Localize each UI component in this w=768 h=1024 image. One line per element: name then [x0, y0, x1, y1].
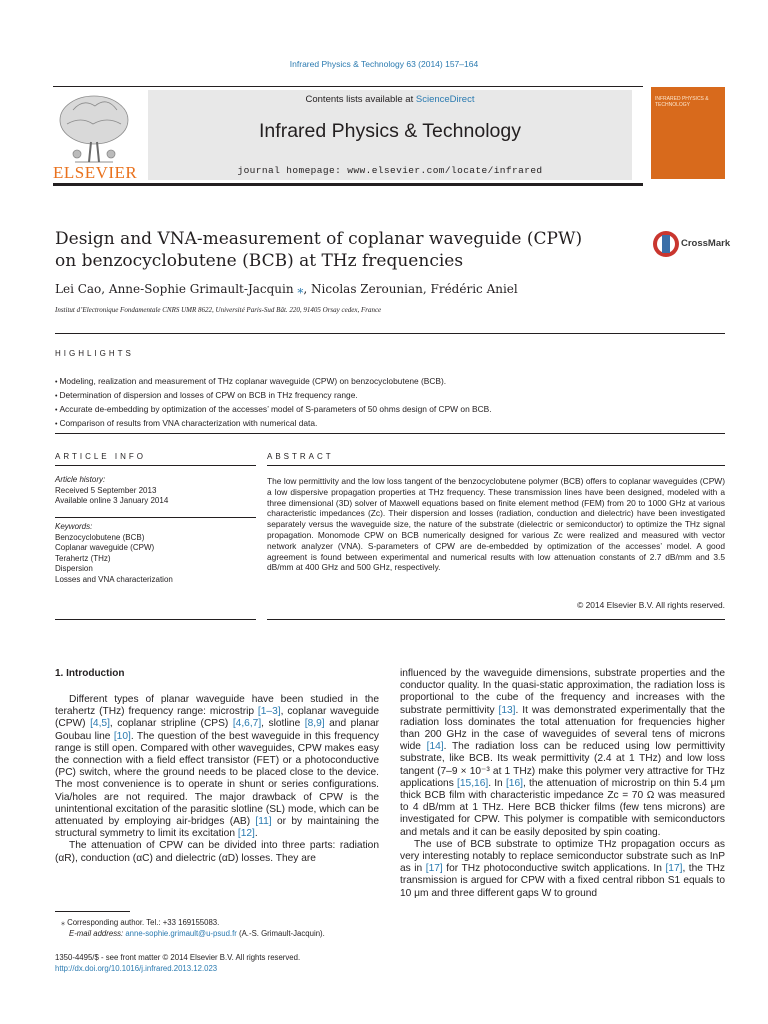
- reference-link[interactable]: [1–3]: [257, 706, 281, 718]
- text-run: , the THz transmission is argued for CPW with a fixed central ribbon S1 equals to 10 μm and three different gaps W to ground: [400, 863, 725, 899]
- highlight-item: • Modeling, realization and measurement of THz coplanar waveguide (CPW) on benzocyclobutene (BCB).: [55, 375, 725, 389]
- divider: [55, 433, 725, 434]
- divider: [55, 517, 256, 518]
- issn-line: 1350-4495/$ - see front matter © 2014 Elsevier B.V. All rights reserved.: [55, 953, 301, 962]
- text-run: Different types of planar waveguide have been studied in the terahertz (THz) frequency range: microstrip: [55, 694, 379, 718]
- text-run: . It was demonstrated experimentally that the radiation loss dominates the total attenuation for frequencies higher than 200 GHz in the case of waveguides of several tens of microns wide: [400, 704, 725, 753]
- contents-prefix: Contents lists available at: [305, 94, 416, 105]
- text-run: influenced by the waveguide dimensions, substrate properties and the conductor quality. In the quasi-static approximation, the radiation loss is proportional to the cube of the frequency and increases with the substrate permittivity: [400, 668, 725, 716]
- divider: [267, 619, 725, 620]
- keyword: Dispersion: [55, 564, 93, 573]
- authors-first: Lei Cao, Anne-Sophie Grimault-Jacquin: [55, 282, 298, 296]
- email-label: E-mail address:: [69, 929, 126, 938]
- keywords-block: [55, 522, 255, 585]
- email-link[interactable]: anne-sophie.grimault@u-psud.fr: [125, 929, 237, 938]
- article-title-line2: on benzocyclobutene (BCB) at THz frequencies: [55, 251, 464, 271]
- highlight-item: • Comparison of results from VNA characterization with numerical data.: [55, 417, 725, 431]
- email-line: [55, 928, 379, 939]
- reference-link[interactable]: [17]: [665, 863, 683, 875]
- journal-citation[interactable]: Infrared Physics & Technology 63 (2014) 157–164: [289, 59, 479, 69]
- article-title-line1: Design and VNA-measurement of coplanar waveguide (CPW): [55, 229, 583, 249]
- reference-link[interactable]: [8,9]: [304, 718, 325, 730]
- paragraph: [400, 668, 725, 839]
- reference-link[interactable]: [12]: [237, 828, 255, 840]
- copyright-notice: © 2014 Elsevier B.V. All rights reserved.: [577, 600, 725, 610]
- text-run: , coplanar stripline (CPS): [109, 718, 233, 730]
- authors-rest: , Nicolas Zerounian, Frédéric Aniel: [303, 282, 518, 296]
- reference-link[interactable]: [14]: [426, 741, 444, 753]
- reference-link[interactable]: [11]: [255, 816, 272, 828]
- highlight-item: • Determination of dispersion and losses of CPW on BCB in THz frequency range.: [55, 389, 725, 403]
- corresponding-author-note: ⁎ Corresponding author. Tel.: +33 169155083.: [61, 918, 220, 927]
- footnote-rule: [55, 911, 130, 912]
- reference-link[interactable]: [16]: [505, 777, 523, 789]
- header-rule-bottom: [53, 183, 643, 186]
- text-run: , the attenuation of microstrip on thin 5.4 μm thick BCB film with characteristic impedance Zc = 70 Ω was measured to 4 dB/mm at 1 THz. Here BCB thicker films (few tens microns) are investigated for CPW. This polymer is compatible with semiconductors and metals and it can be easily deposited by spin coating.: [400, 777, 725, 838]
- abstract-heading: ABSTRACT: [267, 452, 334, 461]
- footnote: [55, 917, 379, 939]
- author-affiliation: Institut d’Electronique Fondamentale CNRS UMR 8622, Université Paris-Sud Bât. 220, 91405 Orsay cedex, France: [55, 306, 382, 314]
- paragraph: [55, 694, 379, 840]
- paragraph: [400, 839, 725, 900]
- text-run: , slotline: [261, 718, 305, 730]
- article-info-heading: ARTICLE INFO: [55, 452, 146, 461]
- doi-link[interactable]: http://dx.doi.org/10.1016/j.infrared.2013.12.023: [55, 964, 218, 973]
- text-run: , coplanar waveguide (CPW): [55, 706, 380, 730]
- journal-cover-title: INFRARED PHYSICS & TECHNOLOGY: [655, 96, 709, 108]
- section-heading-introduction: 1. Introduction: [55, 668, 125, 679]
- corresponding-author-marker[interactable]: ⁎: [297, 282, 304, 296]
- available-date: Available online 3 January 2014: [55, 496, 169, 505]
- divider: [55, 465, 256, 466]
- reference-link[interactable]: [4,6,7]: [232, 718, 262, 730]
- history-label: Article history:: [55, 475, 106, 484]
- journal-homepage[interactable]: journal homepage: www.elsevier.com/locate/infrared: [237, 165, 543, 176]
- keyword: Losses and VNA characterization: [55, 574, 173, 584]
- journal-title: Infrared Physics & Technology: [259, 120, 521, 142]
- email-suffix: (A.-S. Grimault-Jacquin).: [236, 929, 325, 938]
- body-column-right: [400, 668, 725, 900]
- text-run: . The question of the best waveguide in this frequency range is still open. Compared with other waveguides, CPW makes easy the connection with a field effect transistor (FET) or a photoconductive (PC) switch, where the ground needs to be placed close to the device. The most convenience is to operate in shunt or series configurations. Via/holes are not required. The major drawback of CPW is the unintentional excitation of the parasitic slotline (SL) mode, which can be attenuated by employing air-bridges (AB): [55, 730, 379, 828]
- author-list: [55, 282, 518, 296]
- reference-link[interactable]: [15,16]: [457, 777, 489, 789]
- abstract-text: The low permittivity and the low loss tangent of the benzocyclobutene polymer (BCB) offers to coplanar waveguides (CPW) a low dispersive propagation properties at THz frequency. These transmission lines have been designed, modeled with a three dimensional (3D) solver of Maxwell equations based on finite element method (FEM) from 20 to 1000 GHz at various characteristic impedances (Zc). Their dispersion and losses (radiation, conduction and dielectric) have been investigated separately versus the waveguide size, the nature of the substrate (dielectric or semiconductor) to optimize the THz signal propagation. Monomode CPW on BCB numerically designed for various Zc were realized and measured with vector network analyzer (VNA). S-parameters of CPW are de-embedded by optimization of the accesses’ model. A good agreement is found between experimental and numerical results with low attenuation constants of 2.7 dB/mm and 3.5 dB/mm at 400 GHz and 500 GHz, respectively.: [267, 476, 725, 573]
- sciencedirect-link[interactable]: ScienceDirect: [415, 94, 475, 105]
- reference-link[interactable]: [4,5]: [90, 718, 110, 730]
- divider: [55, 333, 725, 334]
- highlights-list: [55, 375, 725, 431]
- highlight-item: • Accurate de-embedding by optimization of the accesses’ model of S-parameters of 50 ohms design of CPW on BCB.: [55, 403, 725, 417]
- highlights-heading: HIGHLIGHTS: [55, 349, 134, 358]
- text-run: The use of BCB substrate to optimize THz propagation occurs as very interesting notably to replace semiconductor substrate such as InP as in: [400, 838, 725, 875]
- reference-link[interactable]: [13]: [498, 704, 516, 716]
- keywords-label: Keywords:: [55, 522, 93, 531]
- keyword: Coplanar waveguide (CPW): [55, 543, 155, 552]
- contents-line: [148, 94, 632, 105]
- reference-link[interactable]: [10]: [113, 730, 131, 742]
- text-run: for THz photoconductive switch applications. In: [442, 863, 666, 875]
- divider: [55, 619, 256, 620]
- text-run: and planar Goubau line: [55, 718, 379, 742]
- article-title: [55, 228, 615, 272]
- reference-link[interactable]: [17]: [425, 863, 443, 875]
- keyword: Benzocyclobutene (BCB): [55, 532, 145, 542]
- body-column-left: [55, 694, 379, 865]
- text-run: . In: [488, 777, 506, 789]
- divider: [267, 465, 725, 466]
- text-run: .: [254, 828, 258, 840]
- article-history: [55, 475, 255, 507]
- front-matter-info: [55, 952, 379, 974]
- elsevier-wordmark: ELSEVIER: [53, 163, 138, 182]
- text-run: or by maintaining the structural symmetry to limit its excitation: [55, 816, 379, 840]
- keyword: Terahertz (THz): [55, 553, 111, 563]
- header-rule-top: [53, 86, 643, 87]
- paragraph: The attenuation of CPW can be divided into three parts: radiation (αR), conduction (αC) and dielectric (αD) losses. They are: [55, 840, 379, 864]
- received-date: Received 5 September 2013: [55, 485, 157, 495]
- crossmark-label[interactable]: CrossMark: [681, 238, 731, 249]
- text-run: . The radiation loss can be reduced using low permittivity substrate, like BCB. Its weak permittivity (2.4 at 1 THz) and low loss tangent (7–9 × 10⁻³ at 1 THz) make this polymer very attractive for THz applications: [400, 741, 725, 789]
